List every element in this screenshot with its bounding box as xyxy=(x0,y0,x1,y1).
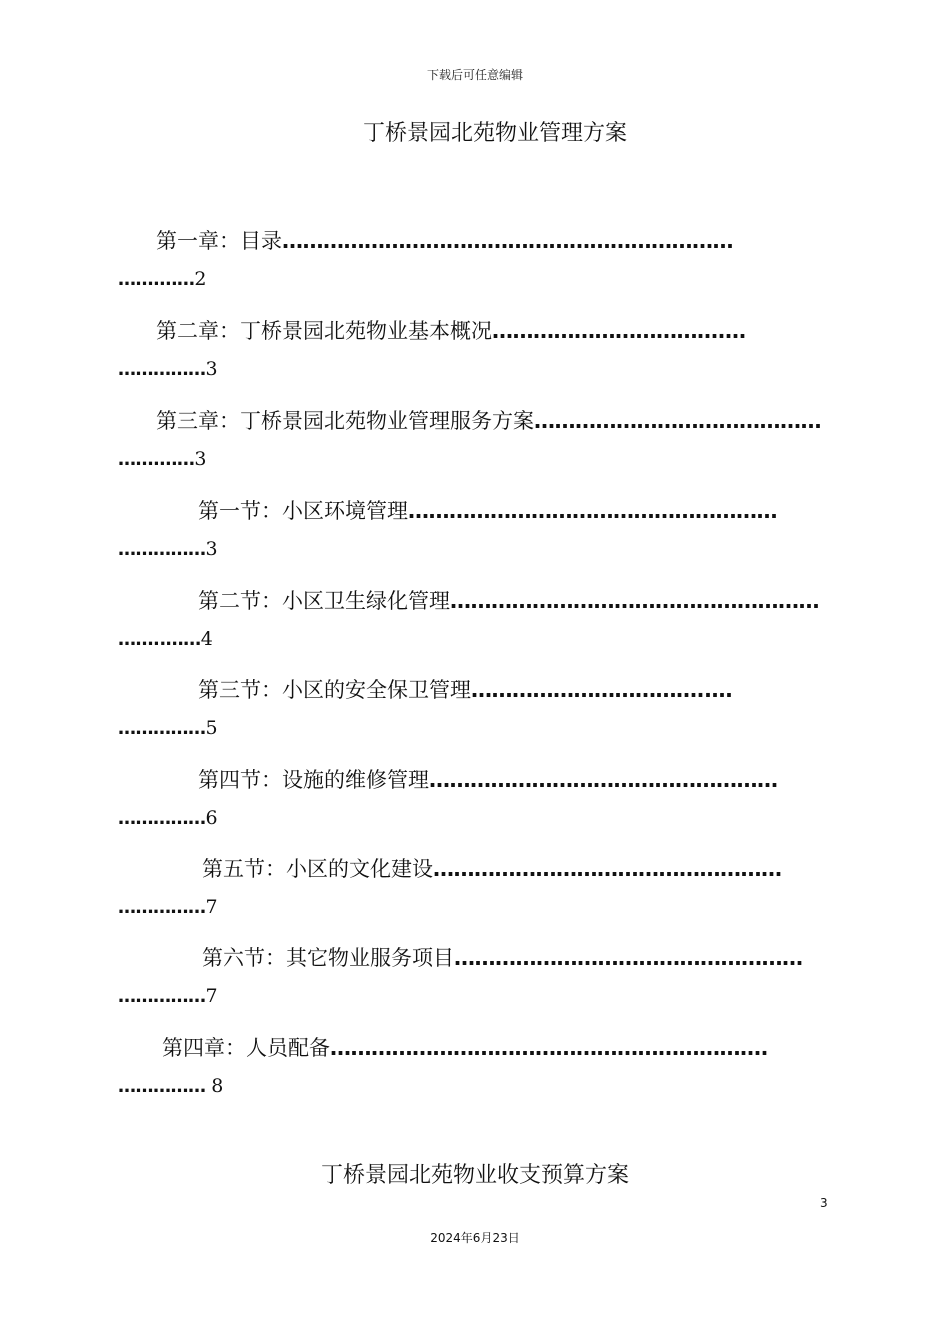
toc-entry-section-1[interactable] xyxy=(118,499,832,565)
toc-leader: ……………………………………………… xyxy=(408,499,777,523)
toc-leader: ………………………………………………………. xyxy=(330,1036,768,1060)
toc-leader: …………… xyxy=(118,808,206,829)
toc-entry-section-6[interactable] xyxy=(118,946,832,1012)
toc-entry-label: 第二节：小区卫生绿化管理 xyxy=(198,589,450,613)
header-note: 下载后可任意编辑 xyxy=(426,68,523,82)
toc-entry-section-2[interactable] xyxy=(118,589,832,655)
toc-entry-label: 第三章：丁桥景园北苑物业管理服务方案 xyxy=(156,409,534,433)
toc-page-number: 3 xyxy=(205,538,218,560)
toc-page-number: 8 xyxy=(211,1075,224,1097)
document-title: 丁桥景园北苑物业管理方案 xyxy=(362,121,627,146)
toc-leader: …………………………………… xyxy=(534,409,821,433)
toc-leader: …………… xyxy=(118,1076,212,1097)
toc-leader: …………………………………………… xyxy=(433,857,782,881)
toc-page-number: 7 xyxy=(205,896,218,918)
toc-leader: ……………………………………………… xyxy=(450,589,819,613)
footer-date: 2024年6月23日 xyxy=(430,1231,520,1245)
toc-leader: …………… xyxy=(118,986,206,1007)
toc-entry-label: 第一章：目录 xyxy=(156,229,282,253)
section-title: 丁桥景园北苑物业收支预算方案 xyxy=(320,1163,629,1188)
toc-entry-chapter-4[interactable] xyxy=(118,1036,832,1102)
toc-entry-section-3[interactable] xyxy=(118,678,832,744)
toc-leader: …………… xyxy=(118,897,206,918)
toc-leader: ……………………………..… xyxy=(471,678,732,702)
footer-page-number: 3 xyxy=(820,1196,828,1210)
toc-page-number: 7 xyxy=(205,985,218,1007)
toc-page-number: 5 xyxy=(205,717,218,739)
toc-leader: …………………………………………… xyxy=(454,946,803,970)
toc-leader: …….…… xyxy=(118,269,195,290)
toc-entry-label: 第一节：小区环境管理 xyxy=(198,499,408,523)
toc-leader: …………… xyxy=(118,718,206,739)
toc-page-number: 2 xyxy=(194,268,207,290)
toc-leader: …….…… xyxy=(118,449,195,470)
toc-entry-label: 第五节：小区的文化建设 xyxy=(202,857,433,881)
toc-entry-label: 第四章：人员配备 xyxy=(162,1036,330,1060)
toc-entry-chapter-2[interactable] xyxy=(118,319,832,385)
toc-leader: ……..…… xyxy=(118,629,201,650)
toc-entry-chapter-1[interactable] xyxy=(118,229,832,295)
toc-entry-section-5[interactable] xyxy=(118,857,832,923)
toc-page-number: 3 xyxy=(194,448,207,470)
toc-leader: …………………………….… xyxy=(492,319,746,343)
toc-leader: …………… xyxy=(118,359,206,380)
toc-entry-chapter-3[interactable] xyxy=(118,409,832,475)
toc-entry-label: 第六节：其它物业服务项目 xyxy=(202,946,454,970)
toc-page-number: 6 xyxy=(205,807,218,829)
toc-entry-label: 第四节：设施的维修管理 xyxy=(198,768,429,792)
toc-leader: …………… xyxy=(118,539,206,560)
toc-entry-label: 第二章：丁桥景园北苑物业基本概况 xyxy=(156,319,492,343)
toc-page-number: 3 xyxy=(205,358,218,380)
toc-leader: …………………………………………… xyxy=(429,768,778,792)
toc-leader: ………………………………………………………… xyxy=(282,229,733,253)
toc-page-number: 4 xyxy=(200,628,213,650)
toc-entry-label: 第三节：小区的安全保卫管理 xyxy=(198,678,471,702)
toc-entry-section-4[interactable] xyxy=(118,768,832,834)
